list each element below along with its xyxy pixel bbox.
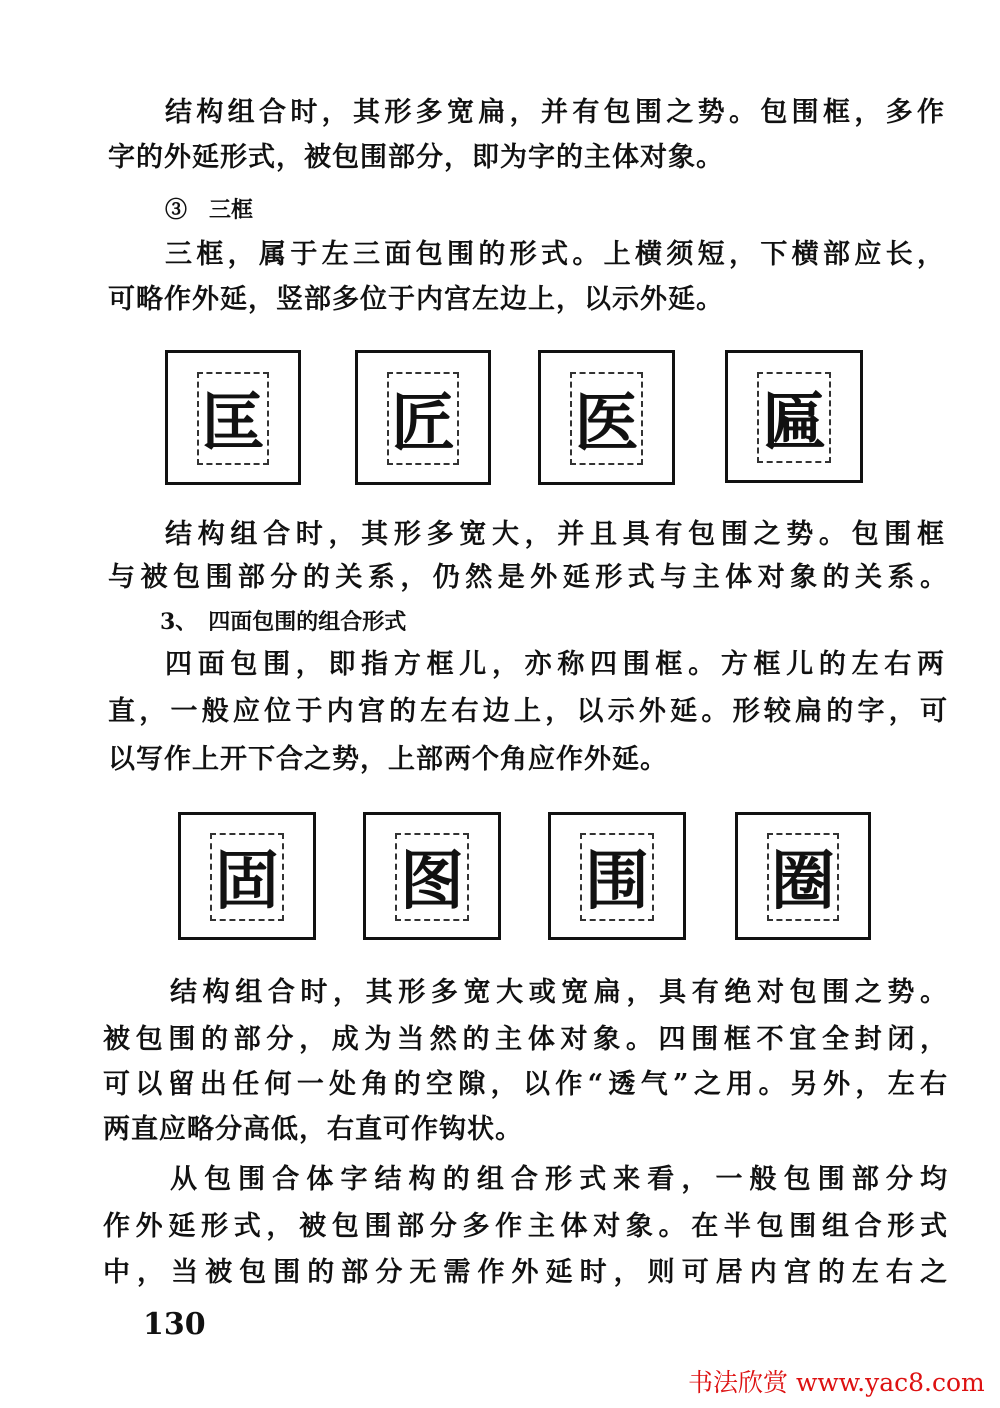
example-char-box: 匠	[355, 350, 491, 485]
section-heading: ③ 三框	[165, 197, 254, 223]
text-line: 被包围的部分，成为当然的主体对象。四围框不宜全封闭，	[103, 1024, 948, 1055]
text-line: 与被包围部分的关系，仍然是外延形式与主体对象的关系。	[108, 562, 948, 593]
text-line: 直，一般应位于内宫的左右边上，以示外延。形较扁的字，可	[108, 696, 948, 727]
watermark: 书法欣赏 www.yac8.com	[688, 1368, 985, 1397]
page-number: 130	[143, 1307, 206, 1342]
example-char-box: 匾	[725, 350, 863, 483]
example-char-box: 固	[178, 812, 316, 940]
example-char-box: 圈	[735, 812, 871, 940]
text-line: 作外延形式，被包围部分多作主体对象。在半包围组合形式	[103, 1211, 948, 1242]
text-line: 从包围合体字结构的组合形式来看，一般包围部分均	[170, 1164, 948, 1195]
text-line: 三框，属于左三面包围的形式。上横须短，下横部应长，	[165, 239, 945, 270]
text-line: 中，当被包围的部分无需作外延时，则可居内宫的左右之	[103, 1257, 948, 1288]
text-line: 可略作外延，竖部多位于内宫左边上，以示外延。	[108, 284, 724, 315]
text-line: 结构组合时，其形多宽大或宽扁，具有绝对包围之势。	[170, 977, 948, 1008]
section-heading: 3、 四面包围的组合形式	[160, 609, 407, 635]
text-line: 可以留出任何一处角的空隙，以作“透气”之用。另外，左右	[103, 1069, 948, 1100]
example-char-box: 图	[363, 812, 501, 940]
example-char-box: 围	[548, 812, 686, 940]
example-char-box: 匡	[165, 350, 301, 485]
text-line: 字的外延形式，被包围部分，即为字的主体对象。	[108, 142, 724, 173]
text-line: 以写作上开下合之势，上部两个角应作外延。	[108, 744, 668, 775]
example-char-box: 医	[538, 350, 675, 485]
text-line: 结构组合时，其形多宽大，并且具有包围之势。包围框	[165, 519, 945, 550]
text-line: 四面包围，即指方框儿，亦称四围框。方框儿的左右两	[165, 649, 945, 680]
text-line: 结构组合时，其形多宽扁，并有包围之势。包围框，多作	[165, 97, 945, 128]
text-line: 两直应略分高低，右直可作钩状。	[103, 1114, 523, 1145]
